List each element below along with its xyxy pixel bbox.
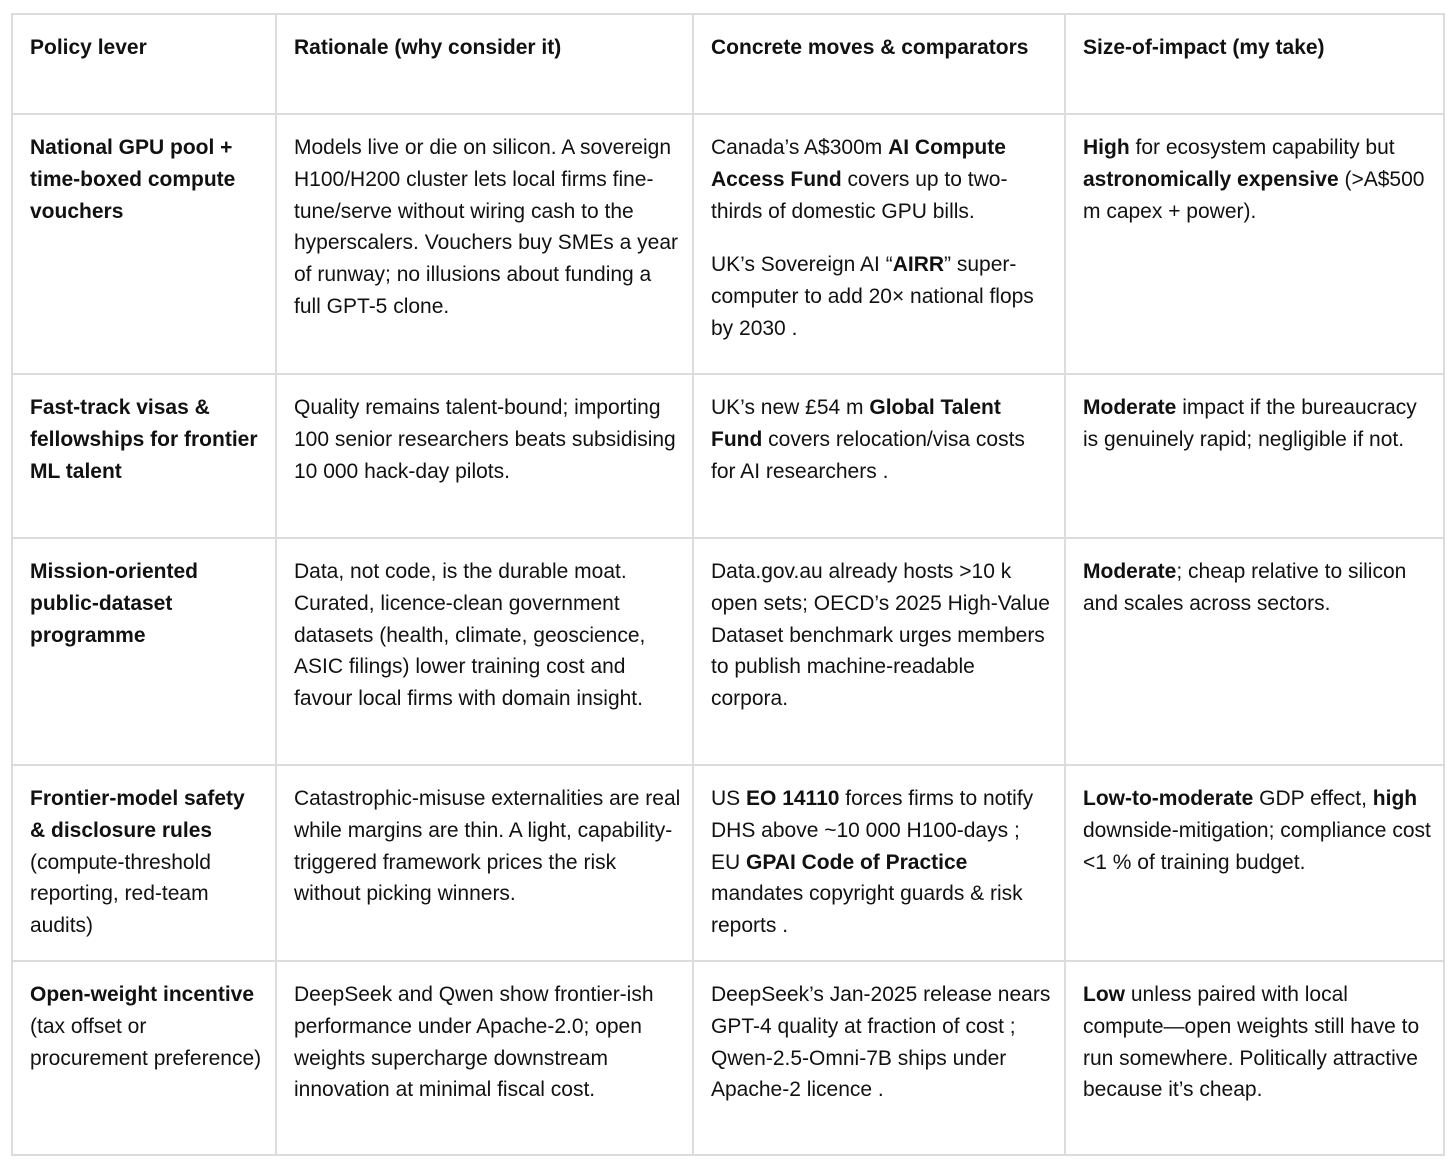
cell-paragraph (711, 132, 1054, 227)
cell-size-of-impact (1065, 538, 1444, 765)
policy-table (11, 13, 1445, 1156)
emphasis-text: Moderate (1083, 396, 1177, 419)
cell-concrete-moves (693, 765, 1065, 961)
cell-paragraph (711, 392, 1054, 487)
emphasis-text: high (1372, 787, 1418, 810)
cell-paragraph (1083, 132, 1433, 227)
emphasis-text: Mission-oriented public-dataset programme (30, 560, 199, 647)
cell-text: ” super-computer to add 20× national flops by 2030 . (711, 253, 1034, 340)
cell-text: Quality remains talent-bound; importing 100 senior researchers beats subsidising 10 000 hack-day pilots. (294, 396, 676, 483)
cell-paragraph (30, 556, 265, 651)
cell-text: (tax offset or procurement preference) (30, 1014, 262, 1070)
emphasis-text: AIRR (892, 253, 945, 277)
cell-rationale (276, 374, 693, 538)
cell-text: impact if the bureaucracy is genuinely rapid; negligible if not. (1083, 396, 1417, 451)
emphasis-text: GPAI Code of Practice (746, 850, 968, 874)
cell-policy-lever (12, 961, 276, 1155)
header-rationale: Rationale (why consider it) (276, 14, 693, 114)
cell-paragraph (711, 249, 1054, 344)
cell-size-of-impact (1065, 114, 1444, 374)
cell-size-of-impact (1065, 765, 1444, 961)
emphasis-text: Global Talent Fund (711, 396, 1001, 451)
cell-paragraph (294, 556, 682, 715)
cell-policy-lever (12, 538, 276, 765)
table-row (12, 765, 1444, 961)
cell-text: DeepSeek’s Jan-2025 release nears GPT-4 quality at fraction of cost ; Qwen-2.5-Omni-7B ships under Apache-2 licence . (711, 983, 1051, 1102)
cell-text: mandates copyright guards & risk reports . (711, 882, 1023, 938)
cell-paragraph (711, 783, 1054, 942)
emphasis-text: High (1083, 136, 1130, 159)
header-policy-lever: Policy lever (12, 14, 276, 114)
emphasis-text: Fast-track visas & fellowships for frontier ML talent (30, 396, 258, 483)
cell-paragraph (30, 783, 265, 942)
cell-concrete-moves (693, 114, 1065, 374)
cell-paragraph (711, 556, 1054, 715)
cell-policy-lever (12, 114, 276, 374)
table-row (12, 961, 1444, 1155)
cell-policy-lever (12, 765, 276, 961)
emphasis-text: Frontier-model safety & disclosure rules (30, 787, 245, 842)
cell-paragraph (294, 392, 682, 487)
cell-text: covers up to two-thirds of domestic GPU bills. (711, 167, 1008, 223)
table-row (12, 114, 1444, 374)
table-row (12, 538, 1444, 765)
cell-text: (>A$500 m capex + power). (1083, 167, 1425, 223)
cell-text: US (711, 787, 747, 810)
cell-text: Data.gov.au already hosts >10 k open sets; OECD’s 2025 High-Value Dataset benchmark urges members to publish machine-readable corpora. (711, 560, 1050, 711)
emphasis-text: astronomically expensive (1083, 167, 1339, 191)
cell-text: DeepSeek and Qwen show frontier-ish performance under Apache-2.0; open weights supercharge downstream innovation at minimal fiscal cost. (294, 983, 654, 1102)
table-body (12, 114, 1444, 1155)
cell-paragraph (1083, 556, 1433, 620)
table-row (12, 374, 1444, 538)
cell-text: covers relocation/visa costs for AI researchers . (711, 427, 1025, 483)
emphasis-text: Low (1083, 983, 1125, 1006)
cell-text: downside-mitigation; compliance cost <1 % of training budget. (1083, 818, 1431, 874)
cell-text: Catastrophic-misuse externalities are real while margins are thin. A light, capability-triggered framework prices the risk without picking winners. (294, 787, 681, 906)
emphasis-text: Low-to-moderate (1083, 787, 1254, 810)
cell-text: Canada’s A$300m (711, 136, 889, 159)
cell-size-of-impact (1065, 374, 1444, 538)
cell-text: UK’s new £54 m (711, 396, 870, 419)
cell-concrete-moves (693, 538, 1065, 765)
emphasis-text: AI Compute Access Fund (711, 136, 1006, 191)
header-row (12, 14, 1444, 114)
cell-paragraph (1083, 783, 1433, 878)
cell-paragraph (30, 392, 265, 487)
cell-paragraph (1083, 392, 1433, 456)
cell-text: GDP effect, (1253, 787, 1373, 810)
cell-text: forces firms to notify DHS above ~10 000 H100-days ; EU (711, 787, 1034, 874)
cell-policy-lever (12, 374, 276, 538)
cell-rationale (276, 961, 693, 1155)
cell-rationale (276, 538, 693, 765)
cell-rationale (276, 765, 693, 961)
cell-paragraph (294, 132, 682, 323)
cell-text: Data, not code, is the durable moat. Curated, licence-clean government datasets (health, climate, geoscience, ASIC filings) lower training cost and favour local firms with domain insight. (294, 560, 646, 711)
header-concrete-moves: Concrete moves & comparators (693, 14, 1065, 114)
emphasis-text: Moderate (1083, 560, 1177, 583)
cell-paragraph (1083, 979, 1433, 1106)
cell-text: unless paired with local compute—open weights still have to run somewhere. Politically attractive because it’s cheap. (1083, 983, 1420, 1102)
emphasis-text: National GPU pool + time-boxed compute vouchers (30, 136, 236, 223)
cell-concrete-moves (693, 961, 1065, 1155)
emphasis-text: Open-weight incentive (30, 983, 255, 1006)
cell-text: ; cheap relative to silicon and scales across sectors. (1083, 560, 1407, 615)
cell-paragraph (30, 979, 265, 1074)
cell-text: (compute-threshold reporting, red-team audits) (30, 850, 211, 938)
cell-rationale (276, 114, 693, 374)
cell-text: for ecosystem capability but (1129, 136, 1395, 159)
cell-paragraph (294, 783, 682, 910)
emphasis-text: EO 14110 (746, 787, 840, 810)
cell-paragraph (711, 979, 1054, 1106)
cell-paragraph (30, 132, 265, 227)
cell-size-of-impact (1065, 961, 1444, 1155)
cell-text: UK’s Sovereign AI “ (711, 253, 893, 277)
cell-paragraph (294, 979, 682, 1106)
header-size-of-impact: Size-of-impact (my take) (1065, 14, 1444, 114)
cell-concrete-moves (693, 374, 1065, 538)
cell-text: Models live or die on silicon. A sovereign H100/H200 cluster lets local firms fine-tune/serve without wiring cash to the hyperscalers. Vouchers buy SMEs a year of runway; no illusions about funding a full GPT-5 clone. (294, 136, 679, 318)
